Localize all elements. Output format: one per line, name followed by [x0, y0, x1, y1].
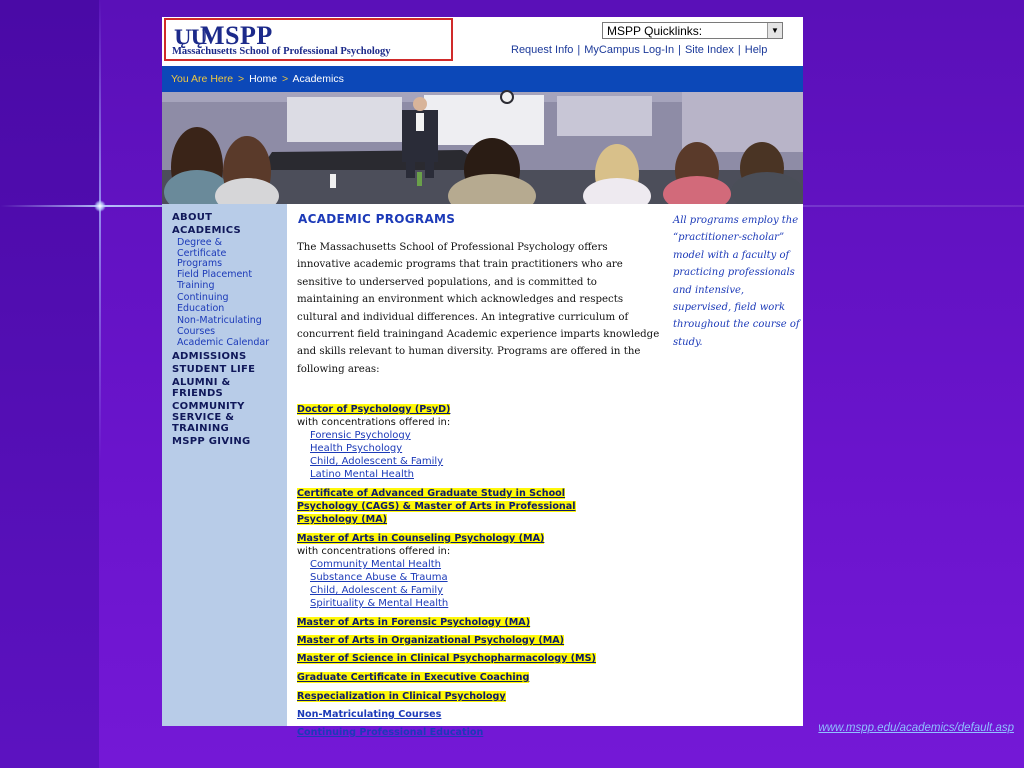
- breadcrumb-separator: >: [282, 73, 289, 85]
- concentration-child-family-link[interactable]: Child, Adolescent & Family: [310, 456, 444, 467]
- program-psyd-label: Doctor of Psychology (PsyD): [297, 404, 451, 415]
- concentration-latino-link[interactable]: Latino Mental Health: [310, 469, 414, 480]
- nav-community-line3[interactable]: TRAINING: [172, 423, 230, 434]
- concentration-community-link[interactable]: Community Mental Health: [310, 559, 442, 570]
- quicklinks-select[interactable]: [602, 22, 783, 39]
- concentration-spirituality-link[interactable]: Spirituality & Mental Health: [310, 598, 449, 609]
- program-organizational-link[interactable]: [297, 634, 564, 647]
- program-cags-label-line2: Psychology (CAGS) & Master of Arts in Professional: [297, 501, 576, 512]
- quicklinks-selected-value: MSPP Quicklinks:: [607, 24, 703, 38]
- dropdown-arrow-icon[interactable]: ▼: [767, 23, 782, 38]
- logo-emblem-icon: ŲŲ: [174, 25, 207, 49]
- nav-community-line1[interactable]: COMMUNITY: [172, 401, 245, 412]
- nav-community-line2[interactable]: SERVICE &: [172, 412, 235, 423]
- program-cags-label-line1: Certificate of Advanced Graduate Study in School: [297, 488, 566, 499]
- mycampus-login-link[interactable]: MyCampus Log-In: [584, 44, 675, 56]
- non-matriculating-link[interactable]: Non-Matriculating Courses: [297, 709, 442, 720]
- program-coaching-label: Graduate Certificate in Executive Coaching: [297, 672, 530, 683]
- breadcrumb-separator: >: [238, 73, 245, 85]
- program-respecialization-label: Respecialization in Clinical Psychology: [297, 691, 506, 702]
- continuing-education-link[interactable]: Continuing Professional Education: [297, 727, 484, 738]
- program-counseling-label: Master of Arts in Counseling Psychology (MA): [297, 533, 545, 544]
- concentrations-label: with concentrations offered in:: [297, 417, 451, 428]
- breadcrumb-academics: Academics: [292, 73, 344, 85]
- practitioner-scholar-quote: All programs employ the “practitioner-scholar” model with a faculty of practicing professionals and intensive, supervised, field work throughout the course of study.: [673, 215, 800, 348]
- nav-non-matriculating-line2[interactable]: Courses: [177, 325, 216, 337]
- program-psychopharm-link[interactable]: [297, 652, 596, 665]
- breadcrumb: [162, 66, 803, 92]
- nav-student-life[interactable]: STUDENT LIFE: [172, 364, 256, 375]
- program-cags-link-line3[interactable]: [297, 513, 387, 526]
- nav-degree-programs-line2[interactable]: Certificate: [177, 247, 227, 259]
- program-forensic-label: Master of Arts in Forensic Psychology (MA): [297, 617, 531, 628]
- program-organizational-label: Master of Arts in Organizational Psychology (MA): [297, 635, 565, 646]
- right-column: [671, 204, 803, 726]
- program-cags-link-line2[interactable]: [297, 500, 576, 513]
- program-counseling-link[interactable]: [297, 532, 544, 545]
- nav-academics[interactable]: ACADEMICS: [172, 225, 242, 236]
- help-link[interactable]: Help: [744, 44, 768, 56]
- program-cags-label-line3: Psychology (MA): [297, 514, 388, 525]
- left-navigation: [162, 204, 287, 726]
- link-separator: |: [577, 44, 581, 56]
- logo-full-name: Massachusetts School of Professional Psychology: [172, 46, 391, 57]
- breadcrumb-home[interactable]: Home: [249, 73, 278, 85]
- nav-continuing-education-line2[interactable]: Education: [177, 302, 225, 314]
- nav-field-placement-line1[interactable]: Field Placement: [177, 269, 253, 280]
- nav-academic-calendar[interactable]: Academic Calendar: [177, 337, 270, 348]
- nav-non-matriculating-line1[interactable]: Non-Matriculating: [177, 315, 262, 326]
- nav-degree-programs-line1[interactable]: Degree &: [177, 237, 223, 248]
- link-separator: |: [678, 44, 681, 56]
- concentration-health-link[interactable]: Health Psychology: [310, 443, 403, 454]
- program-cags-link-line1[interactable]: [297, 487, 565, 500]
- slide-vertical-line: [99, 0, 101, 768]
- concentration-forensic-link[interactable]: Forensic Psychology: [310, 430, 411, 441]
- link-separator: |: [737, 44, 741, 56]
- program-forensic-link[interactable]: [297, 616, 530, 629]
- source-url-link[interactable]: www.mspp.edu/academics/default.asp: [818, 722, 1014, 734]
- nav-degree-programs-line3[interactable]: Programs: [177, 258, 223, 269]
- program-respecialization-link[interactable]: [297, 690, 506, 703]
- program-psyd-link[interactable]: [297, 403, 450, 416]
- classroom-photo: [162, 92, 803, 204]
- main-content: [287, 204, 671, 738]
- nav-alumni-line2[interactable]: FRIENDS: [172, 388, 224, 399]
- breadcrumb-label: You Are Here: [171, 73, 234, 85]
- nav-admissions[interactable]: ADMISSIONS: [172, 351, 247, 362]
- concentration-substance-link[interactable]: Substance Abuse & Trauma: [310, 572, 448, 583]
- page-title: ACADEMIC PROGRAMS: [298, 212, 456, 226]
- slide-left-band: [0, 0, 99, 768]
- site-index-link[interactable]: Site Index: [684, 44, 734, 56]
- request-info-link[interactable]: Request Info: [511, 44, 574, 56]
- logo-name: MSPP: [200, 21, 273, 50]
- concentration-child-family-link[interactable]: Child, Adolescent & Family: [310, 585, 444, 596]
- nav-mspp-giving[interactable]: MSPP GIVING: [172, 436, 251, 447]
- nav-continuing-education-line1[interactable]: Continuing: [177, 292, 229, 303]
- site-logo[interactable]: [164, 18, 453, 61]
- nav-field-placement-line2[interactable]: Training: [177, 279, 215, 291]
- concentrations-label: with concentrations offered in:: [297, 546, 451, 557]
- classroom-photo-illustration: [162, 92, 803, 204]
- sparkle-icon: [94, 200, 106, 212]
- program-coaching-link[interactable]: [297, 671, 529, 684]
- nav-alumni-line1[interactable]: ALUMNI &: [172, 377, 231, 388]
- intro-paragraph: The Massachusetts School of Professional Psychology offers innovative academic programs that train practitioners who are sensitive to underserved populations, and is committed to maintaining an environment which acknowledges and respects cultural and individual differences. An integrative curriculum of concurrent field trainingand Academic experience imparts knowledge and skills relevant to human diversity. Programs are offered in the following areas:: [297, 242, 660, 375]
- web-page-screenshot: [162, 17, 803, 738]
- site-header: [162, 17, 803, 66]
- program-psychopharm-label: Master of Science in Clinical Psychopharmacology (MS): [297, 653, 596, 664]
- nav-about[interactable]: ABOUT: [172, 212, 213, 223]
- utility-links: [511, 44, 767, 56]
